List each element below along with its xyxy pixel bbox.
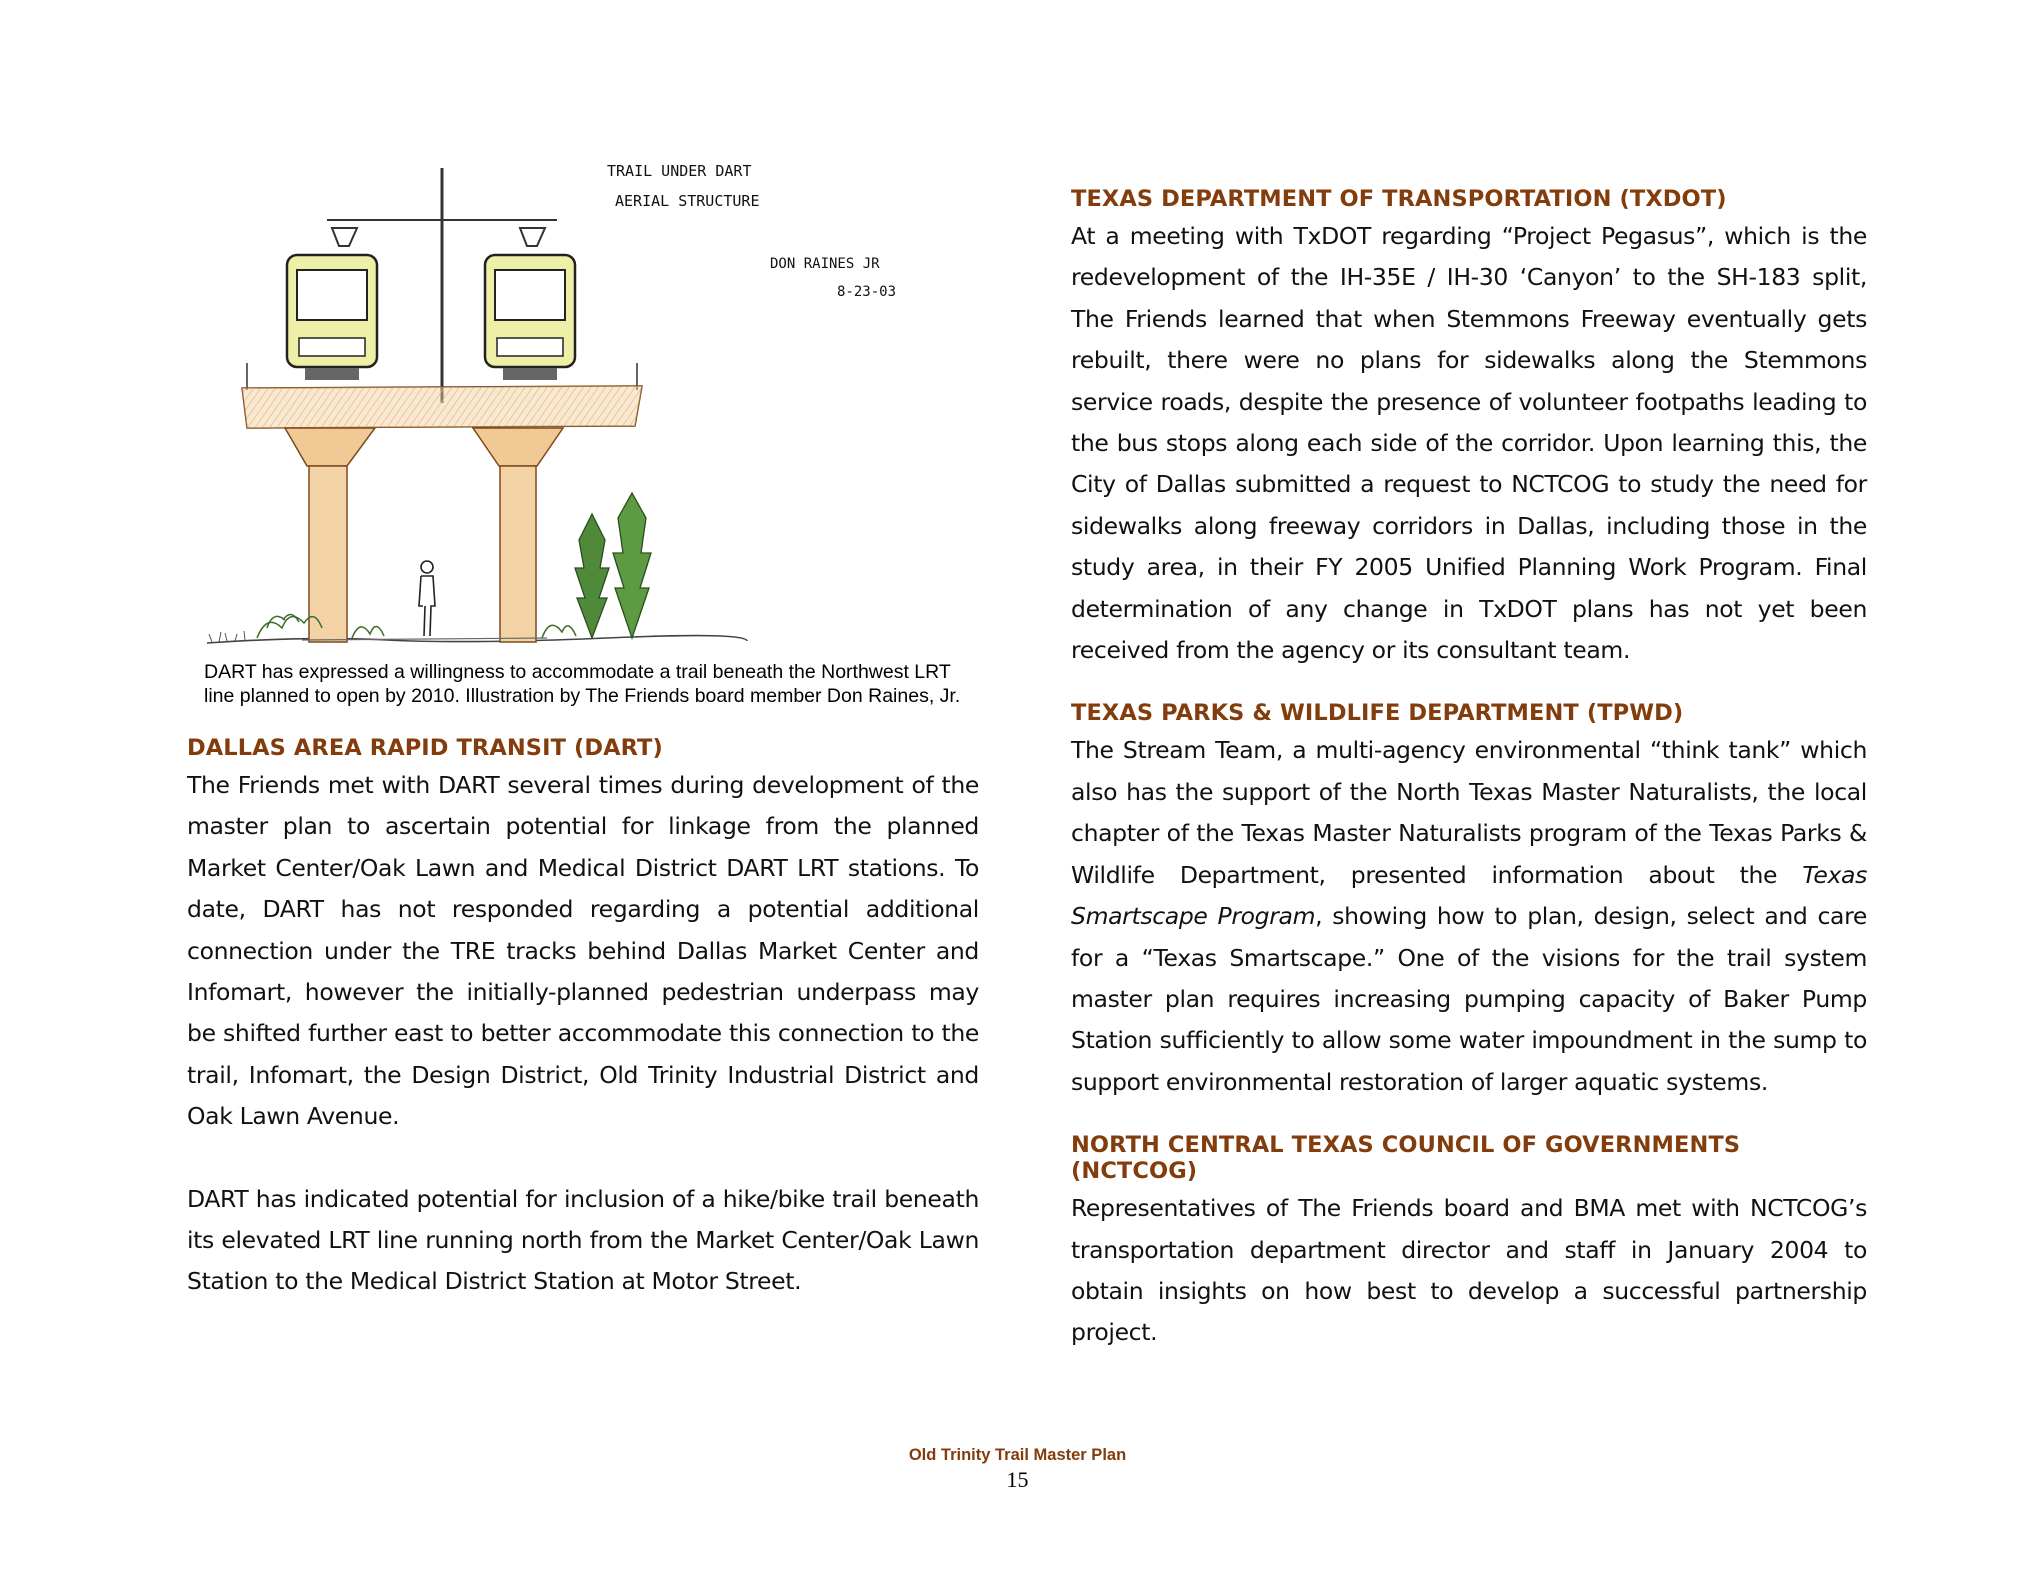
sketch-title-line1: TRAIL UNDER DART: [607, 162, 752, 180]
tpwd-paragraph: [1071, 730, 1867, 1103]
dart-paragraph-1: The Friends met with DART several times during development of the master plan to ascertain potential for linkage from the planned Market Center/Oak Lawn and Medical District DART LRT stations. To date, DART has not responded regarding a potential additional connection under the TRE tracks behind Dallas Market Center and Infomart, however the initially-planned pedestrian underpass may be shifted further east to better accommodate this connection to the trail, Infomart, the Design District, Old Trinity Industrial District and Oak Lawn Avenue.: [187, 771, 979, 1131]
sketch-date: 8-23-03: [837, 284, 897, 300]
dart-aerial-structure-illustration: [187, 158, 979, 660]
dart-paragraph-2: DART has indicated potential for inclusion of a hike/bike trail beneath its elevated LRT line running north from the Market Center/Oak Lawn Station to the Medical District Station at Motor Street.: [187, 1184, 979, 1296]
dart-heading: DALLAS AREA RAPID TRANSIT (DART): [187, 735, 663, 761]
pine-tree-icon: [542, 493, 651, 638]
train-right: [485, 255, 575, 380]
tpwd-text-a: The Stream Team, a multi-agency environmental “think tank” which also has the support of the North Texas Master Naturalists, the local chapter of the Texas Master Naturalists program of the Texas Parks & Wildlife Department, presented information about the: [1071, 736, 1867, 889]
nctcog-heading: NORTH CENTRAL TEXAS COUNCIL OF GOVERNMENTS (NCTCOG): [1071, 1132, 1741, 1185]
left-column: [187, 158, 979, 1303]
smartscape-program-name: Texas Smartscape Program: [1071, 860, 1867, 931]
txdot-heading: TEXAS DEPARTMENT OF TRANSPORTATION (TXDOT): [1071, 186, 1727, 212]
tpwd-text-b: , showing how to plan, design, select and care for a “Texas Smartscape.” One of the visions for the trail system master plan requires increasing pumping capacity of Baker Pump Station sufficiently to allow some water impoundment in the sump to support environmental restoration of larger aquatic systems.: [1071, 902, 1868, 1096]
right-column: [1071, 186, 1867, 1354]
sketch-title-line2: AERIAL STRUCTURE: [615, 192, 760, 210]
footer-document-title: Old Trinity Trail Master Plan: [908, 1446, 1127, 1464]
page-number: 15: [1006, 1467, 1029, 1492]
nctcog-paragraph: Representatives of The Friends board and BMA met with NCTCOG’s transportation department director and staff in January 2004 to obtain insights on how best to develop a successful partnership project.: [1071, 1194, 1867, 1347]
train-left: [287, 255, 377, 380]
illustration-caption: DART has expressed a willingness to accommodate a trail beneath the Northwest LRT line planned to open by 2010. Illustration by The Friends board member Don Raines, Jr.: [204, 661, 961, 707]
txdot-paragraph: At a meeting with TxDOT regarding “Project Pegasus”, which is the redevelopment of the IH-35E / IH-30 ‘Canyon’ to the SH-183 split, The Friends learned that when Stemmons Freeway eventually gets rebuilt, there were no plans for sidewalks along the Stemmons service roads, despite the presence of volunteer footpaths leading to the bus stops along each side of the corridor. Upon learning this, the City of Dallas submitted a request to NCTCOG to study the need for sidewalks along freeway corridors in Dallas, including those in the study area, in their FY 2005 Unified Planning Work Program. Final determination of any change in TxDOT plans has not yet been received from the agency or its consultant team.: [1071, 222, 1867, 665]
person-icon: [419, 561, 435, 636]
sketch-signature: DON RAINES JR: [770, 256, 880, 272]
tpwd-heading: TEXAS PARKS & WILDLIFE DEPARTMENT (TPWD): [1071, 700, 1684, 727]
